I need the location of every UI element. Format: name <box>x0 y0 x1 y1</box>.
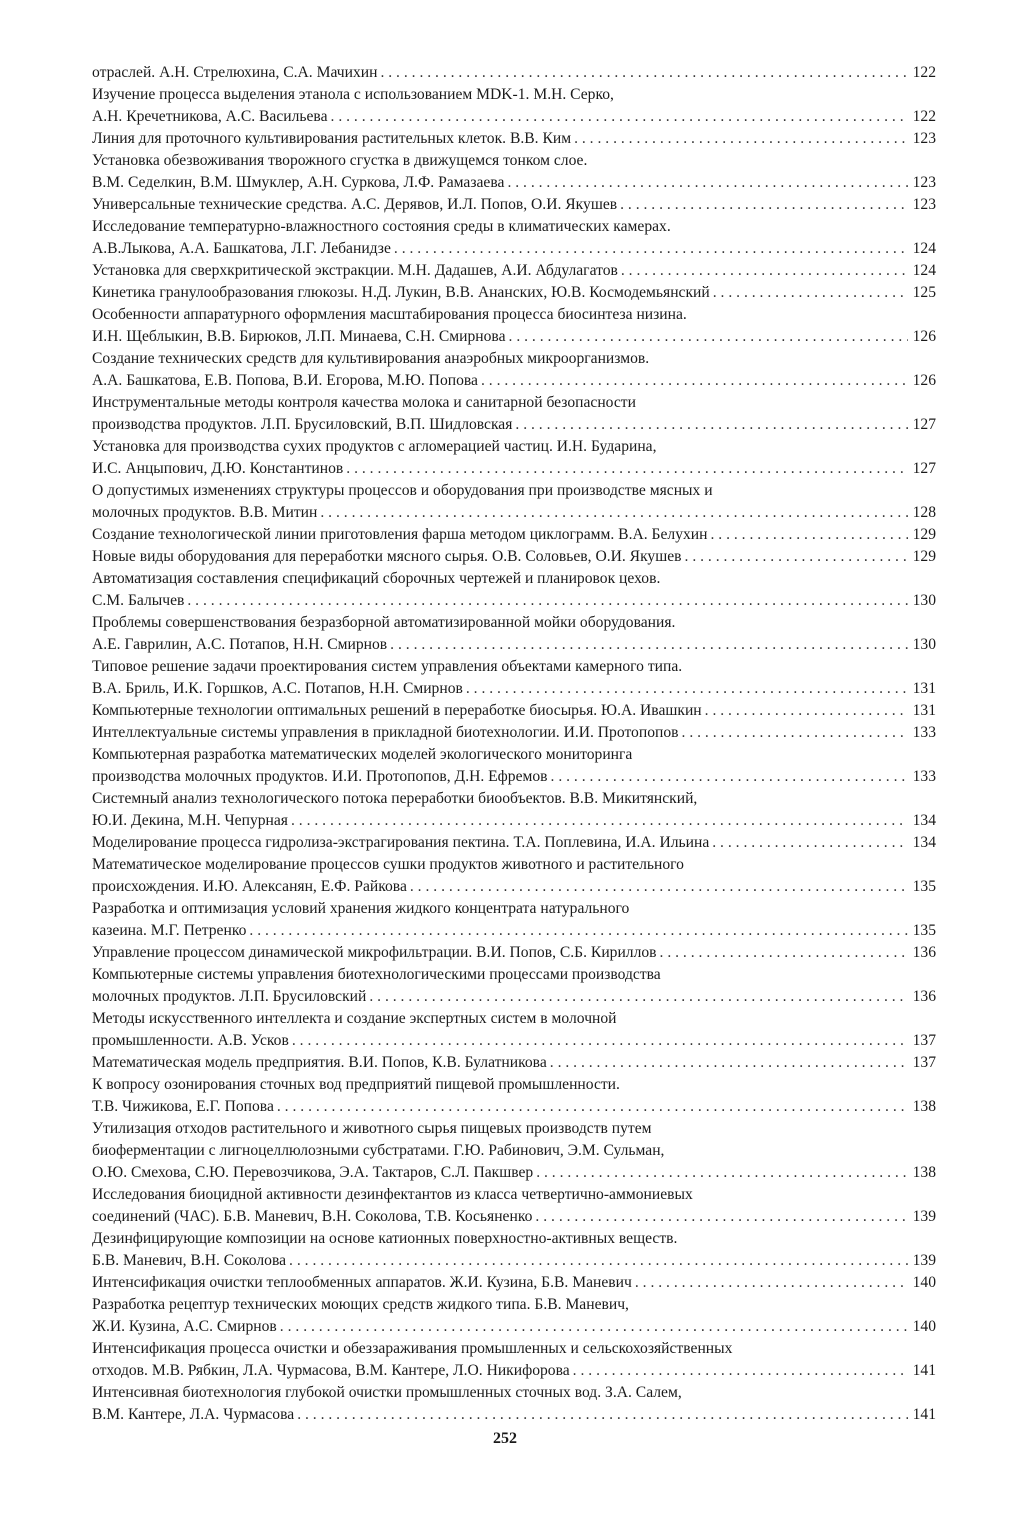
entry-title-line: Дезинфицирующие композиции на основе катионных поверхностно-активных веществ. <box>92 1230 678 1247</box>
entry-title-line: Интенсивная биотехнология глубокой очистки промышленных сточных вод. З.А. Салем, <box>92 1384 682 1401</box>
entry-authors-line: отходов. М.В. Рябкин, Л.А. Чурмасова, В.М. Кантере, Л.О. Никифорова <box>92 1362 570 1379</box>
entry-final-line <box>92 458 936 480</box>
entry-page-number: 123 <box>912 130 936 147</box>
entry-authors-line: А.Н. Кречетникова, А.С. Васильева <box>92 108 328 125</box>
toc-entry <box>92 1228 936 1272</box>
dot-leader <box>328 106 908 128</box>
entry-title-line: Методы искусственного интеллекта и создание экспертных систем в молочной <box>92 1010 617 1027</box>
entry-authors-line: происхождения. И.Ю. Алексанян, Е.Ф. Райкова <box>92 878 407 895</box>
entry-final-line <box>92 1272 936 1294</box>
entry-final-line <box>92 502 936 524</box>
entry-title-line: Установка для производства сухих продуктов с агломерацией частиц. И.Н. Бударина, <box>92 438 657 455</box>
entry-page-number: 124 <box>912 240 936 257</box>
entry-page-number: 129 <box>912 526 936 543</box>
entry-authors-line: Новые виды оборудования для переработки мясного сырья. О.В. Соловьев, О.И. Якушев <box>92 548 682 565</box>
dot-leader <box>710 282 908 304</box>
dot-leader <box>377 62 908 84</box>
dot-leader <box>657 942 908 964</box>
entry-authors-line: Математическая модель предприятия. В.И. Попов, К.В. Булатникова <box>92 1054 547 1071</box>
entry-authors-line: О.Ю. Смехова, С.Ю. Перевозчикова, Э.А. Тактаров, С.Л. Пакшвер <box>92 1164 534 1181</box>
table-of-contents <box>92 62 936 1426</box>
entry-page-number: 131 <box>912 680 936 697</box>
entry-final-line <box>92 1162 936 1184</box>
toc-entry <box>92 194 936 216</box>
entry-final-line <box>92 766 936 788</box>
entry-authors-line: Т.В. Чижикова, Е.Г. Попова <box>92 1098 274 1115</box>
dot-leader <box>387 634 908 656</box>
entry-authors-line: молочных продуктов. Л.П. Брусиловский <box>92 988 367 1005</box>
toc-entry <box>92 568 936 612</box>
dot-leader <box>702 700 908 722</box>
entry-authors-line: Универсальные технические средства. А.С. Дерявов, И.Л. Попов, О.И. Якушев <box>92 196 618 213</box>
entry-final-line <box>92 920 936 942</box>
entry-authors-line: А.А. Башкатова, Е.В. Попова, В.И. Егорова, М.Ю. Попова <box>92 372 478 389</box>
entry-final-line <box>92 876 936 898</box>
dot-leader <box>617 194 908 216</box>
entry-page-number: 133 <box>912 724 936 741</box>
entry-authors-line: Ж.И. Кузина, А.С. Смирнов <box>92 1318 277 1335</box>
entry-title-line: Исследования биоцидной активности дезинфектантов из класса четвертично-аммониевых <box>92 1186 693 1203</box>
entry-page-number: 140 <box>912 1318 936 1335</box>
toc-entry <box>92 1294 936 1338</box>
entry-title-line: Особенности аппаратурного оформления масштабирования процесса биосинтеза низина. <box>92 306 687 323</box>
entry-page-number: 130 <box>912 636 936 653</box>
entry-title-line: Автоматизация составления спецификаций сборочных чертежей и планировок цехов. <box>92 570 661 587</box>
dot-leader <box>391 238 908 260</box>
entry-page-number: 126 <box>912 372 936 389</box>
toc-entry <box>92 260 936 282</box>
toc-entry <box>92 1272 936 1294</box>
entry-title-line: К вопросу озонирования сточных вод предприятий пищевой промышленности. <box>92 1076 620 1093</box>
entry-final-line <box>92 524 936 546</box>
toc-entry <box>92 62 936 84</box>
entry-page-number: 136 <box>912 988 936 1005</box>
dot-leader <box>709 832 908 854</box>
entry-final-line <box>92 260 936 282</box>
toc-entry <box>92 524 936 546</box>
entry-title-line: Интенсификация процесса очистки и обеззараживания промышленных и сельскохозяйственных <box>92 1340 733 1357</box>
toc-entry <box>92 744 936 788</box>
dot-leader <box>571 128 908 150</box>
toc-entry <box>92 282 936 304</box>
toc-entry <box>92 348 936 392</box>
dot-leader <box>512 414 908 436</box>
toc-entry <box>92 964 936 1008</box>
entry-final-line <box>92 634 936 656</box>
entry-authors-line: В.А. Бриль, И.К. Горшков, А.С. Потапов, Н.Н. Смирнов <box>92 680 463 697</box>
entry-authors-line: С.М. Балычев <box>92 592 185 609</box>
toc-entry <box>92 1052 936 1074</box>
entry-authors-line: И.С. Анцыпович, Д.Ю. Константинов <box>92 460 344 477</box>
toc-entry <box>92 656 936 700</box>
entry-final-line <box>92 62 936 84</box>
entry-authors-line: Установка для сверхкритической экстракции. М.Н. Дадашев, А.И. Абдулагатов <box>92 262 618 279</box>
entry-final-line <box>92 1360 936 1382</box>
entry-page-number: 141 <box>912 1362 936 1379</box>
entry-final-line <box>92 194 936 216</box>
entry-title-line: Исследование температурно-влажностного состояния среды в климатических камерах. <box>92 218 671 235</box>
entry-final-line <box>92 326 936 348</box>
entry-title-line: Типовое решение задачи проектирования систем управления объектами камерного типа. <box>92 658 683 675</box>
entry-page-number: 122 <box>912 64 936 81</box>
entry-final-line <box>92 678 936 700</box>
entry-title-line: Математическое моделирование процессов сушки продуктов животного и растительного <box>92 856 684 873</box>
dot-leader <box>506 326 908 348</box>
dot-leader <box>184 590 908 612</box>
toc-entry <box>92 832 936 854</box>
dot-leader <box>632 1272 908 1294</box>
entry-page-number: 131 <box>912 702 936 719</box>
dot-leader <box>246 920 908 942</box>
entry-title-line: биоферментации с лигноцеллюлозными субстратами. Г.Ю. Рабинович, Э.М. Сульман, <box>92 1142 665 1159</box>
toc-entry <box>92 1382 936 1426</box>
toc-entry <box>92 854 936 898</box>
dot-leader <box>317 502 908 524</box>
entry-page-number: 139 <box>912 1208 936 1225</box>
dot-leader <box>366 986 908 1008</box>
entry-page-number: 122 <box>912 108 936 125</box>
dot-leader <box>570 1360 908 1382</box>
dot-leader <box>679 722 908 744</box>
toc-entry <box>92 1118 936 1184</box>
dot-leader <box>682 546 908 568</box>
entry-page-number: 141 <box>912 1406 936 1423</box>
toc-entry <box>92 788 936 832</box>
toc-entry <box>92 1008 936 1052</box>
entry-page-number: 127 <box>912 416 936 433</box>
entry-authors-line: Ю.И. Декина, М.Н. Чепурная <box>92 812 288 829</box>
entry-final-line <box>92 546 936 568</box>
entry-title-line: Инструментальные методы контроля качества молока и санитарной безопасности <box>92 394 636 411</box>
entry-final-line <box>92 986 936 1008</box>
entry-authors-line: производства молочных продуктов. И.И. Протопопов, Д.Н. Ефремов <box>92 768 548 785</box>
dot-leader <box>289 1030 908 1052</box>
entry-authors-line: соединений (ЧАС). Б.В. Маневич, В.Н. Соколова, Т.В. Косьяненко <box>92 1208 533 1225</box>
entry-page-number: 128 <box>912 504 936 521</box>
entry-authors-line: Интеллектуальные системы управления в прикладной биотехнологии. И.И. Протопопов <box>92 724 679 741</box>
entry-authors-line: Б.В. Маневич, В.Н. Соколова <box>92 1252 287 1269</box>
entry-final-line <box>92 128 936 150</box>
entry-authors-line: И.Н. Щеблыкин, В.В. Бирюков, Л.П. Минаева, С.Н. Смирнова <box>92 328 506 345</box>
entry-authors-line: промышленности. А.В. Усков <box>92 1032 289 1049</box>
entry-authors-line: Создание технологической линии приготовления фарша методом циклограмм. В.А. Белухин <box>92 526 708 543</box>
entry-authors-line: молочных продуктов. В.В. Митин <box>92 504 318 521</box>
toc-entry <box>92 304 936 348</box>
toc-entry <box>92 700 936 722</box>
entry-final-line <box>92 1206 936 1228</box>
entry-page-number: 140 <box>912 1274 936 1291</box>
toc-entry <box>92 722 936 744</box>
dot-leader <box>707 524 908 546</box>
toc-entry <box>92 128 936 150</box>
entry-page-number: 138 <box>912 1098 936 1115</box>
entry-authors-line: Компьютерные технологии оптимальных решений в переработке биосырья. Ю.А. Ивашкин <box>92 702 702 719</box>
entry-authors-line: А.В.Лыкова, А.А. Башкатова, Л.Г. Лебанидзе <box>92 240 391 257</box>
dot-leader <box>547 1052 908 1074</box>
entry-page-number: 130 <box>912 592 936 609</box>
toc-entry <box>92 942 936 964</box>
entry-page-number: 134 <box>912 834 936 851</box>
entry-final-line <box>92 1030 936 1052</box>
dot-leader <box>277 1316 908 1338</box>
entry-title-line: Проблемы совершенствования безразборной автоматизированной мойки оборудования. <box>92 614 676 631</box>
entry-title-line: Компьютерные системы управления биотехнологическими процессами производства <box>92 966 661 983</box>
entry-page-number: 135 <box>912 922 936 939</box>
entry-title-line: Изучение процесса выделения этанола с использованием MDK-1. М.Н. Серко, <box>92 86 614 103</box>
entry-authors-line: производства продуктов. Л.П. Брусиловский, В.П. Шидловская <box>92 416 513 433</box>
dot-leader <box>274 1096 908 1118</box>
dot-leader <box>504 172 908 194</box>
entry-page-number: 138 <box>912 1164 936 1181</box>
entry-final-line <box>92 1404 936 1426</box>
entry-page-number: 139 <box>912 1252 936 1269</box>
toc-entry <box>92 898 936 942</box>
entry-authors-line: Интенсификация очистки теплообменных аппаратов. Ж.И. Кузина, Б.В. Маневич <box>92 1274 632 1291</box>
entry-final-line <box>92 282 936 304</box>
toc-entry <box>92 1338 936 1382</box>
entry-final-line <box>92 942 936 964</box>
entry-final-line <box>92 1316 936 1338</box>
dot-leader <box>288 810 908 832</box>
entry-authors-line: Управление процессом динамической микрофильтрации. В.И. Попов, С.Б. Кириллов <box>92 944 657 961</box>
entry-page-number: 134 <box>912 812 936 829</box>
entry-final-line <box>92 414 936 436</box>
toc-entry <box>92 546 936 568</box>
entry-title-line: Разработка рецептур технических моющих средств жидкого типа. Б.В. Маневич, <box>92 1296 629 1313</box>
dot-leader <box>463 678 908 700</box>
entry-page-number: 135 <box>912 878 936 895</box>
entry-title-line: О допустимых изменениях структуры процессов и оборудования при производстве мясных и <box>92 482 713 499</box>
page-number: 252 <box>493 1430 517 1447</box>
entry-final-line <box>92 832 936 854</box>
entry-authors-line: А.Е. Гаврилин, А.С. Потапов, Н.Н. Смирнов <box>92 636 388 653</box>
entry-final-line <box>92 1096 936 1118</box>
entry-final-line <box>92 722 936 744</box>
entry-final-line <box>92 172 936 194</box>
toc-entry <box>92 216 936 260</box>
entry-page-number: 127 <box>912 460 936 477</box>
entry-final-line <box>92 700 936 722</box>
entry-final-line <box>92 370 936 392</box>
entry-page-number: 133 <box>912 768 936 785</box>
entry-authors-line: В.М. Седелкин, В.М. Шмуклер, А.Н. Суркова, Л.Ф. Рамазаева <box>92 174 505 191</box>
entry-title-line: Установка обезвоживания творожного сгустка в движущемся тонком слое. <box>92 152 588 169</box>
entry-final-line <box>92 590 936 612</box>
toc-entry <box>92 612 936 656</box>
entry-page-number: 136 <box>912 944 936 961</box>
dot-leader <box>478 370 908 392</box>
entry-authors-line: В.М. Кантере, Л.А. Чурмасова <box>92 1406 295 1423</box>
entry-final-line <box>92 106 936 128</box>
entry-title-line: Разработка и оптимизация условий хранения жидкого концентрата натурального <box>92 900 630 917</box>
toc-entry <box>92 392 936 436</box>
entry-final-line <box>92 1250 936 1272</box>
dot-leader <box>294 1404 908 1426</box>
entry-title-line: Утилизация отходов растительного и животного сырья пищевых производств путем <box>92 1120 652 1137</box>
dot-leader <box>548 766 908 788</box>
entry-final-line <box>92 810 936 832</box>
entry-title-line: Компьютерная разработка математических моделей экологического мониторинга <box>92 746 633 763</box>
toc-entry <box>92 1184 936 1228</box>
dot-leader <box>407 876 908 898</box>
dot-leader <box>532 1206 908 1228</box>
entry-title-line: Создание технических средств для культивирования анаэробных микроорганизмов. <box>92 350 650 367</box>
dot-leader <box>618 260 908 282</box>
toc-entry <box>92 1074 936 1118</box>
toc-page <box>92 62 936 1426</box>
entry-title-line: Системный анализ технологического потока переработки биообъектов. В.В. Микитянский, <box>92 790 698 807</box>
entry-final-line <box>92 1052 936 1074</box>
entry-final-line <box>92 238 936 260</box>
entry-authors-line: Линия для проточного культивирования растительных клеток. В.В. Ким <box>92 130 572 147</box>
toc-entry <box>92 436 936 480</box>
entry-page-number: 129 <box>912 548 936 565</box>
dot-leader <box>286 1250 908 1272</box>
entry-page-number: 125 <box>912 284 936 301</box>
toc-entry <box>92 150 936 194</box>
entry-authors-line: отраслей. А.Н. Стрелюхина, С.А. Мачихин <box>92 64 378 81</box>
dot-leader <box>533 1162 908 1184</box>
entry-authors-line: казеина. М.Г. Петренко <box>92 922 247 939</box>
toc-entry <box>92 84 936 128</box>
entry-page-number: 137 <box>912 1054 936 1071</box>
entry-page-number: 123 <box>912 174 936 191</box>
entry-page-number: 123 <box>912 196 936 213</box>
entry-page-number: 137 <box>912 1032 936 1049</box>
toc-entry <box>92 480 936 524</box>
dot-leader <box>343 458 908 480</box>
entry-authors-line: Моделирование процесса гидролиза-экстрагирования пектина. Т.А. Поплевина, И.А. Ильина <box>92 834 710 851</box>
entry-page-number: 126 <box>912 328 936 345</box>
entry-authors-line: Кинетика гранулообразования глюкозы. Н.Д. Лукин, В.В. Ананских, Ю.В. Космодемьянский <box>92 284 710 301</box>
entry-page-number: 124 <box>912 262 936 279</box>
